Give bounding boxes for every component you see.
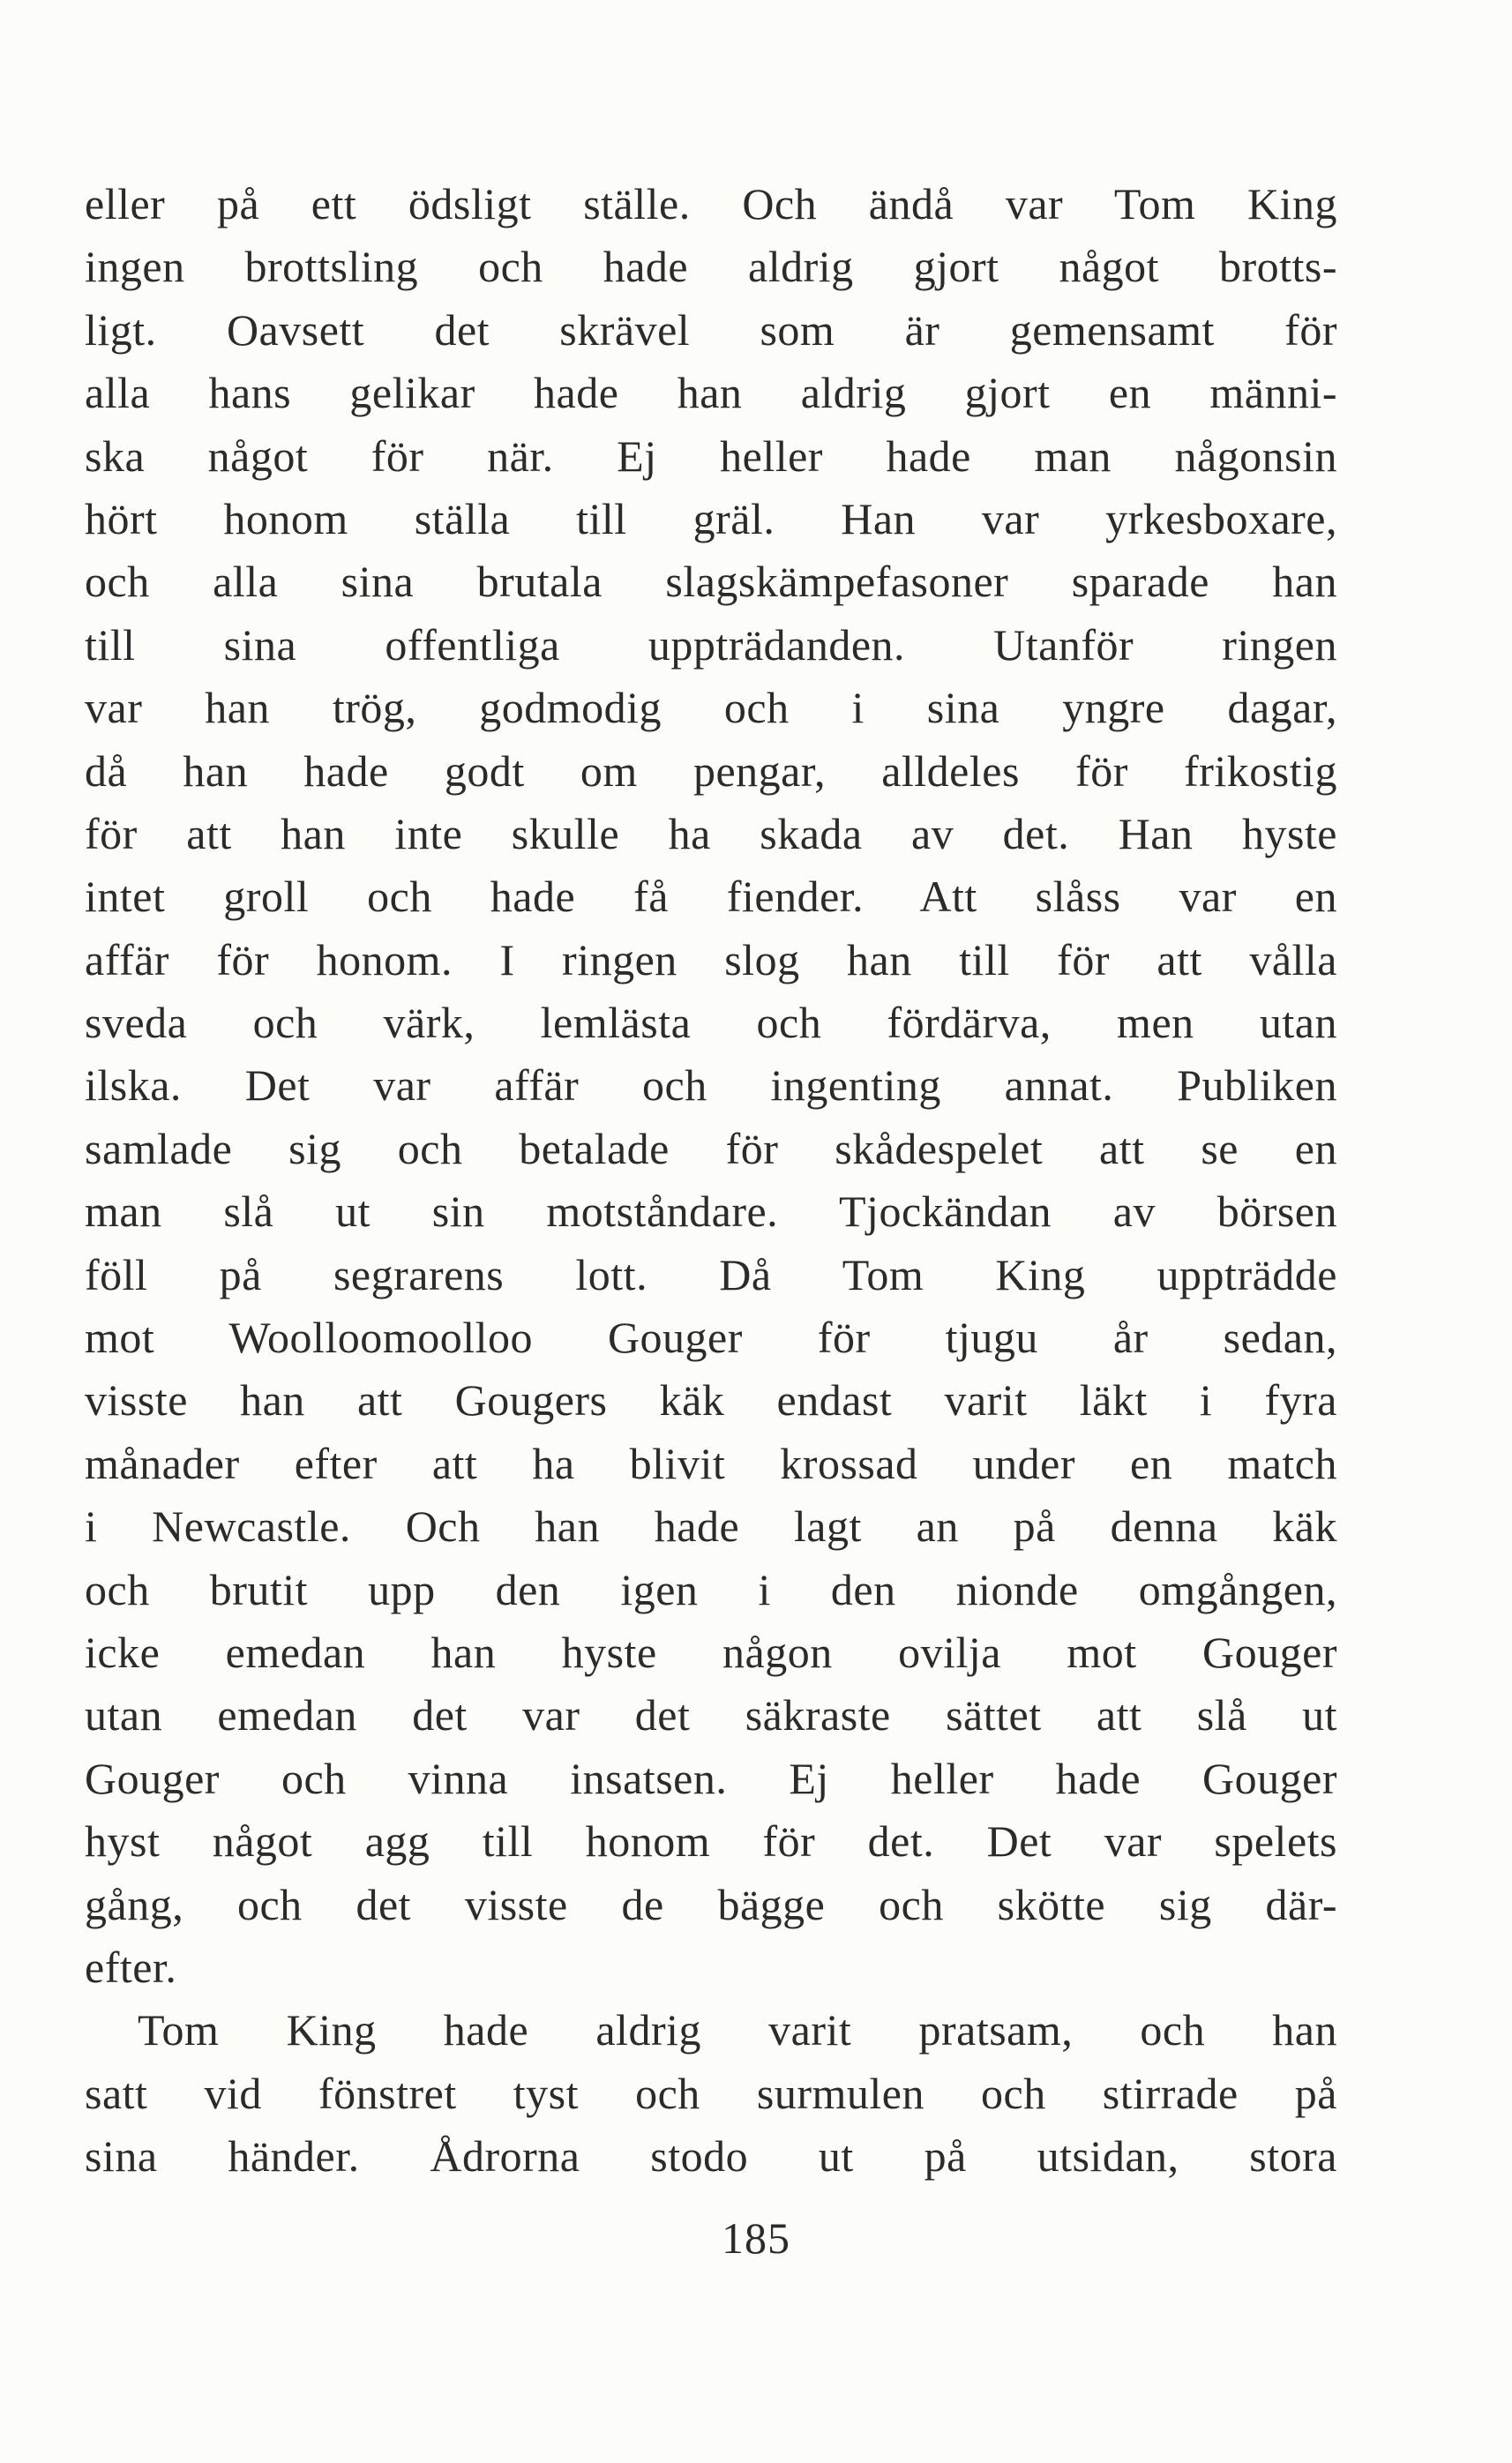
text-line: Gouger och vinna insatsen. Ej heller hade Gouger bbox=[85, 1753, 1337, 1803]
text-line: till sina offentliga uppträdanden. Utanför ringen bbox=[85, 619, 1337, 670]
text-line: satt vid fönstret tyst och surmulen och stirrade på bbox=[85, 2068, 1337, 2118]
text-line: samlade sig och betalade för skådespelet att se en bbox=[85, 1123, 1337, 1173]
text-line: gång, och det visste de bägge och skötte sig där- bbox=[85, 1879, 1337, 1929]
text-line: och brutit upp den igen i den nionde omgången, bbox=[85, 1564, 1337, 1614]
text-line: ilska. Det var affär och ingenting annat. Publiken bbox=[85, 1060, 1337, 1111]
text-line: sina händer. Ådrorna stodo ut på utsidan, stora bbox=[85, 2131, 1337, 2182]
text-line: intet groll och hade få fiender. Att slåss var en bbox=[85, 872, 1337, 922]
text-line: eller på ett ödsligt ställe. Och ändå var Tom King bbox=[85, 179, 1337, 228]
text-line-paragraph-end: efter. bbox=[85, 1942, 177, 1992]
text-line-paragraph-start: Tom King hade aldrig varit pratsam, och han bbox=[138, 2005, 1337, 2055]
text-line: ska något för när. Ej heller hade man någonsin bbox=[85, 430, 1337, 481]
text-line: visste han att Gougers käk endast varit läkt i fyra bbox=[85, 1375, 1337, 1426]
text-line: och alla sina brutala slagskämpefasoner sparade han bbox=[85, 557, 1337, 607]
text-line: ingen brottsling och hade aldrig gjort något brotts- bbox=[85, 242, 1337, 292]
text-line: alla hans gelikar hade han aldrig gjort en männi- bbox=[85, 368, 1337, 418]
text-line: mot Woolloomoolloo Gouger för tjugu år sedan, bbox=[85, 1313, 1337, 1363]
text-line: sveda och värk, lemlästa och fördärva, men utan bbox=[85, 998, 1337, 1048]
text-line: föll på segrarens lott. Då Tom King uppträdde bbox=[85, 1249, 1337, 1299]
text-line: utan emedan det var det säkraste sättet att slå ut bbox=[85, 1690, 1337, 1741]
text-line: för att han inte skulle ha skada av det. Han hyste bbox=[85, 808, 1337, 858]
text-line: månader efter att ha blivit krossad under en match bbox=[85, 1438, 1337, 1488]
text-line: i Newcastle. Och han hade lagt an på denna käk bbox=[85, 1501, 1337, 1552]
text-line: var han trög, godmodig och i sina yngre dagar, bbox=[85, 683, 1337, 733]
text-line: hyst något agg till honom för det. Det var spelets bbox=[85, 1816, 1337, 1867]
text-line: då han hade godt om pengar, alldeles för frikostig bbox=[85, 745, 1337, 796]
text-line: affär för honom. I ringen slog han till för att vålla bbox=[85, 934, 1337, 984]
text-line: hört honom ställa till gräl. Han var yrkesboxare, bbox=[85, 493, 1337, 543]
text-line: icke emedan han hyste någon ovilja mot Gouger bbox=[85, 1627, 1337, 1677]
page-number: 185 bbox=[722, 2213, 790, 2263]
text-line: man slå ut sin motståndare. Tjockändan av börsen bbox=[85, 1187, 1337, 1237]
body-text bbox=[85, 173, 1337, 2189]
text-line: ligt. Oavsett det skrävel som är gemensamt för bbox=[85, 304, 1337, 355]
